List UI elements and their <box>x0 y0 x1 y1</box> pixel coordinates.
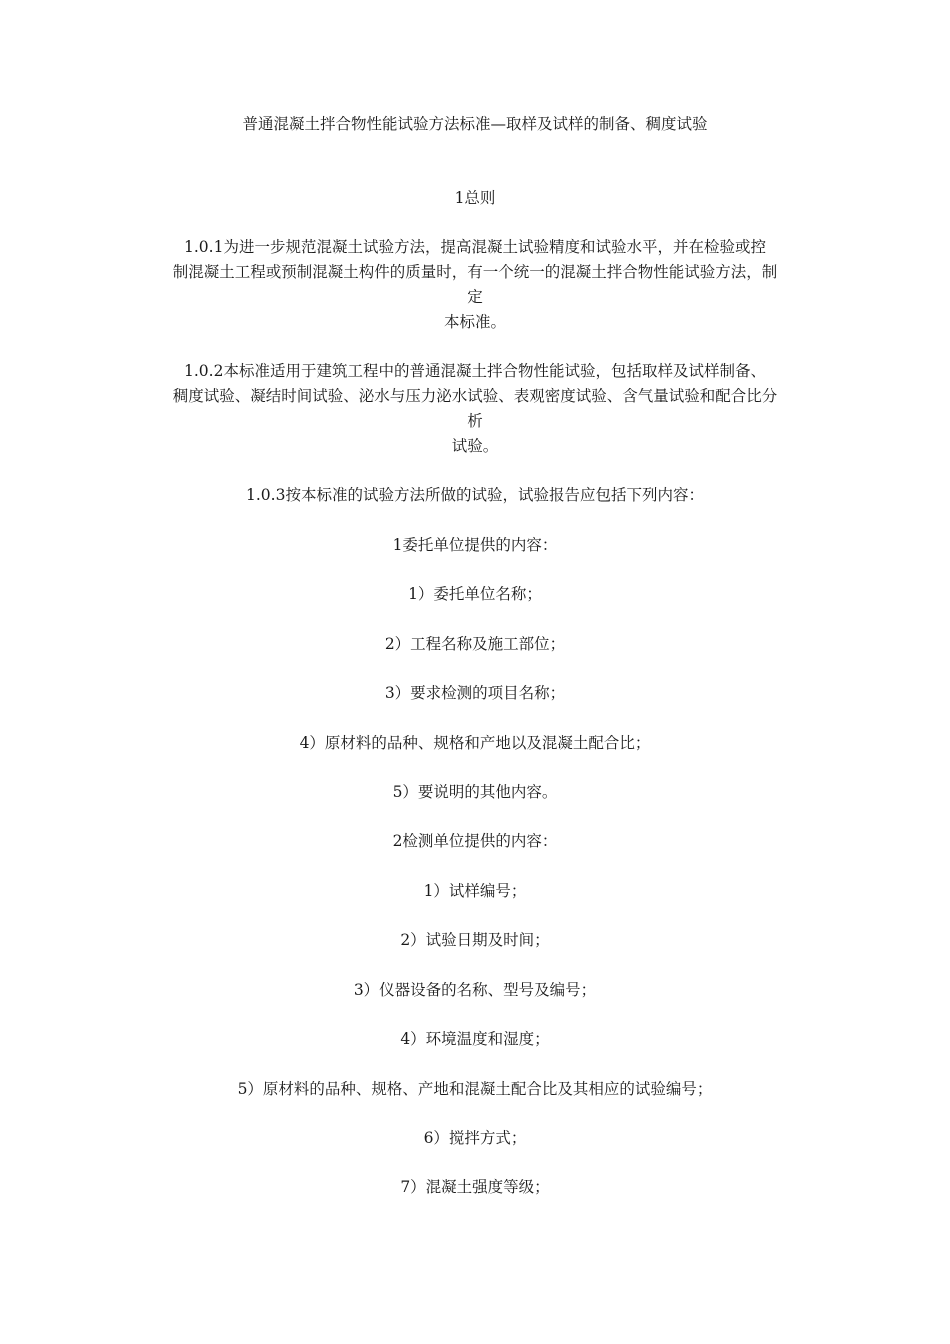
part-2-item: 1）试样编号； <box>423 882 527 900</box>
document-title: 普通混凝土拌合物性能试验方法标准—取样及试样的制备、稠度试验 <box>242 115 708 133</box>
part-2-heading: 2检测单位提供的内容： <box>392 832 558 850</box>
part-2-item: 6）搅拌方式； <box>423 1129 527 1147</box>
clause-1-0-2-line-3: 析 <box>467 412 483 430</box>
clause-1-0-1-line-3: 定 <box>467 288 483 306</box>
part-1-item: 2）工程名称及施工部位； <box>384 635 566 653</box>
clause-1-0-1-line-2: 制混凝土工程或预制混凝土构件的质量时，有一个统一的混凝土拌合物性能试验方法，制 <box>172 263 778 281</box>
part-2-item: 3）仪器设备的名称、型号及编号； <box>353 981 597 999</box>
section-heading: 1总则 <box>454 189 496 207</box>
part-1-item: 3）要求检测的项目名称； <box>384 684 566 702</box>
clause-1-0-1-line-1: 1.0.1为进一步规范混凝土试验方法，提高混凝土试验精度和试验水平，并在检验或控 <box>184 238 766 256</box>
part-1-item: 5）要说明的其他内容。 <box>392 783 558 801</box>
clause-1-0-2-line-2: 稠度试验、凝结时间试验、泌水与压力泌水试验、表观密度试验、含气量试验和配合比分 <box>172 387 778 405</box>
part-2-item: 7）混凝土强度等级； <box>400 1178 550 1196</box>
part-1-item: 1）委托单位名称； <box>408 585 542 603</box>
part-1-item: 4）原材料的品种、规格和产地以及混凝土配合比； <box>299 734 651 752</box>
part-2-item: 4）环境温度和湿度； <box>400 1030 550 1048</box>
clause-1-0-2-line-1: 1.0.2本标准适用于建筑工程中的普通混凝土拌合物性能试验，包括取样及试样制备、 <box>184 362 766 380</box>
part-2-item: 5）原材料的品种、规格、产地和混凝土配合比及其相应的试验编号； <box>237 1080 713 1098</box>
part-1-heading: 1委托单位提供的内容： <box>392 536 558 554</box>
clause-1-0-3: 1.0.3按本标准的试验方法所做的试验，试验报告应包括下列内容： <box>246 486 704 504</box>
clause-1-0-1-line-4: 本标准。 <box>443 313 506 331</box>
part-2-item: 2）试验日期及时间； <box>400 931 550 949</box>
clause-1-0-2-line-4: 试验。 <box>451 437 499 455</box>
